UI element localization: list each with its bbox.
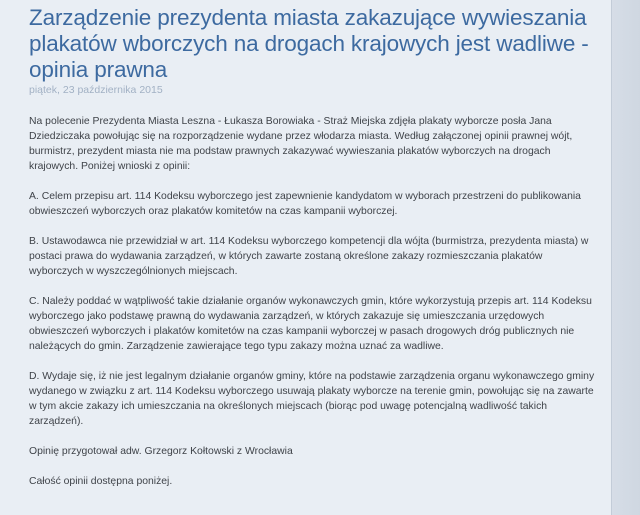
post-title[interactable]: Zarządzenie prezydenta miasta zakazujące wywieszania plakatów wborczych na drogach krajowych jest wadliwe - opinia prawna: [29, 5, 589, 82]
post-author-note: Opinię przygotował adw. Grzegorz Kołtowski z Wrocławia: [29, 446, 293, 457]
post-date: piątek, 23 października 2015: [29, 84, 163, 96]
post-paragraph-c: C. Należy poddać w wątpliwość takie działanie organów wykonawczych gmin, które wykorzystują przepis art. 114 Kodeksu wyborczego jako podstawę prawną do wydawania zarządzeń, w których zakazuje się umieszczania urzędowych obwieszczeń wyborczych i plakatów komitetów na czas kampanii wyborczej w pasach drogowych dróg publicznych nie należących do gmin. Zarządzenie zawierające tego typu zakazy można uznać za wadliwe.: [29, 296, 592, 352]
post-body: [29, 114, 595, 504]
post-closing-note: Całość opinii dostępna poniżej.: [29, 476, 173, 487]
post-paragraph-b: B. Ustawodawca nie przewidział w art. 114 Kodeksu wyborczego kompetencji dla wójta (burmistrza, prezydenta miasta) w postaci prawa do wydawania zarządzeń, w których zawarte zostaną określone zakazy rozmieszczania plakatów wyborczych w wyszczególnionych miejscach.: [29, 236, 589, 277]
post-paragraph-d: D. Wydaje się, iż nie jest legalnym działanie organów gminy, które na podstawie zarządzenia organu wykonawczego gminy wydanego w związku z art. 114 Kodeksu wyborczego usuwają plakaty wyborcze na terenie gmin, powołując się na zawarte w tym akcie zakazy ich umieszczania na określonych miejscach (biorąc pod uwagę potencjalną wadliwość takich zarządzeń).: [29, 371, 595, 427]
post-paragraph-intro: Na polecenie Prezydenta Miasta Leszna - Łukasza Borowiaka - Straż Miejska zdjęła plakaty wyborcze posła Jana Dziedziczaka powołując się na rozporządzenie wydane przez włodarza miasta. Według załączonej opinii prawnej wójt, burmistrz, prezydent miasta nie ma podstaw prawnych zakazywać wywieszania plakatów wyborczych na drogach krajowych. Poniżej wnioski z opinii:: [29, 116, 573, 172]
post-paragraph-a: A. Celem przepisu art. 114 Kodeksu wyborczego jest zapewnienie kandydatom w wyborach przestrzeni do publikowania obwieszczeń wyborczych oraz plakatów komitetów na czas kampanii wyborczej.: [29, 191, 581, 217]
right-page-edge: [612, 0, 640, 515]
